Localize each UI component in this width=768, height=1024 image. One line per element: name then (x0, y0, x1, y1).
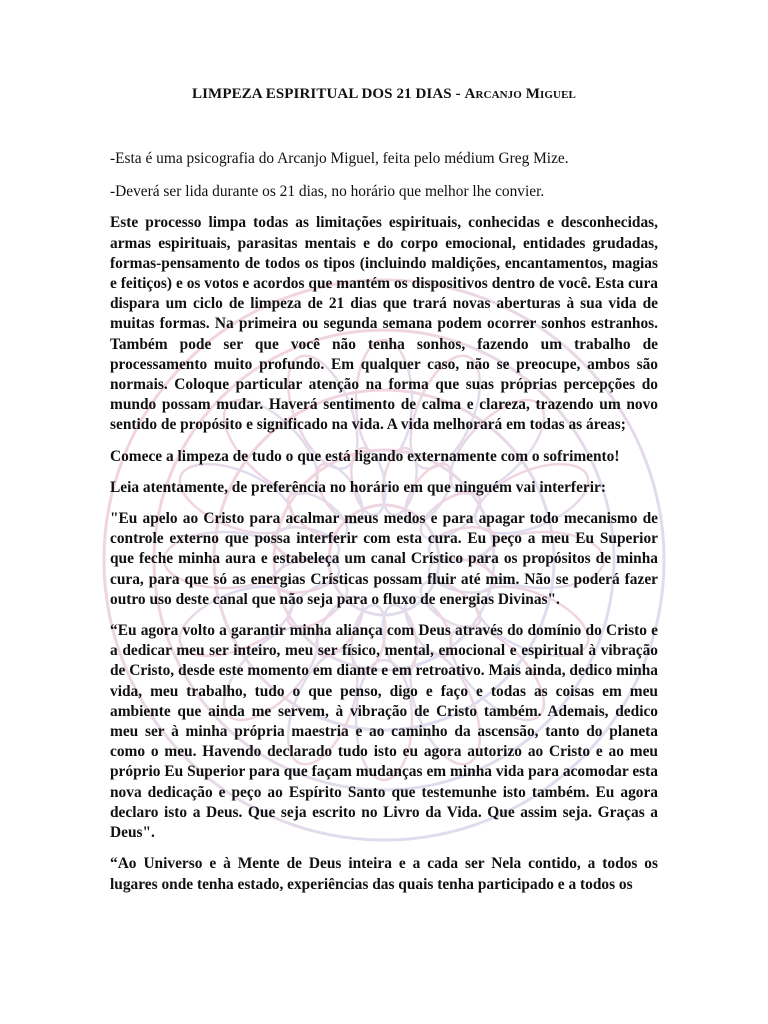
title-main: LIMPEZA ESPIRITUAL DOS 21 DIAS - (192, 86, 465, 102)
paragraph-intro-2: -Deverá ser lida durante os 21 dias, no horário que melhor lhe convier. (110, 183, 545, 201)
document-title (110, 86, 658, 103)
paragraph-prayer-3: “Ao Universo e à Mente de Deus inteira e a cada ser Nela contido, a todos os lugares onde tenha estado, experiências das quais tenha participado e a todos os (110, 855, 658, 893)
paragraph-prayer-2: “Eu agora volto a garantir minha aliança com Deus através do domínio do Cristo e a dedicar meu ser inteiro, meu ser físico, mental, emocional e espiritual à vibração de Cristo, desde este momento em diante e em retroativo. Mais ainda, dedico minha vida, meu trabalho, tudo o que penso, digo e faço e todas as coisas em meu ambiente que ainda me servem, à vibração de Cristo também. Ademais, dedico meu ser à minha própria maestria e ao caminho da ascensão, tanto do planeta como o meu. Havendo declarado tudo isto eu agora autorizo ao Cristo e ao meu próprio Eu Superior para que façam mudanças em minha vida para acomodar esta nova dedicação e peço ao Espírito Santo que testemunhe isto também. Eu agora declaro isto a Deus. Que seja escrito no Livro da Vida. Que assim seja. Graças a Deus". (110, 622, 658, 842)
title-author: Arcanjo Miguel (464, 86, 576, 102)
paragraph-begin: Comece a limpeza de tudo o que está ligando externamente com o sofrimento! (110, 447, 620, 465)
paragraph-process: Este processo limpa todas as limitações espirituais, conhecidas e desconhecidas, armas espirituais, parasitas mentais e do corpo emocional, entidades grudadas, formas-pensamento de todos os tipos (incluindo maldições, encantamentos, magias e feitiços) e os votos e acordos que mantém os dispositivos dentro de você. Esta cura dispara um ciclo de limpeza de 21 dias que trará novas aberturas à sua vida de muitas formas. Na primeira ou segunda semana podem ocorrer sonhos estranhos. Também pode ser que você não tenha sonhos, fazendo um trabalho de processamento muito profundo. Em qualquer caso, não se preocupe, ambos são normais. Coloque particular atenção na forma que suas próprias percepções do mundo possam mudar. Haverá sentimento de calma e clareza, trazendo um novo sentido de propósito e significado na vida. A vida melhorará em todas as áreas; (110, 214, 658, 434)
paragraph-read: Leia atentamente, de preferência no horário em que ninguém vai interferir: (110, 478, 606, 496)
paragraph-prayer-1: "Eu apelo ao Cristo para acalmar meus medos e para apagar todo mecanismo de controle externo que possa interferir com esta cura. Eu peço a meu Eu Superior que feche minha aura e estabeleça um canal Crístico para os propósitos de minha cura, para que só as energias Crísticas possam fluir até mim. Não se poderá fazer outro uso deste canal que não seja para o fluxo de energias Divinas". (110, 510, 658, 608)
paragraph-intro-1: -Esta é uma psicografia do Arcanjo Miguel, feita pelo médium Greg Mize. (110, 150, 569, 167)
